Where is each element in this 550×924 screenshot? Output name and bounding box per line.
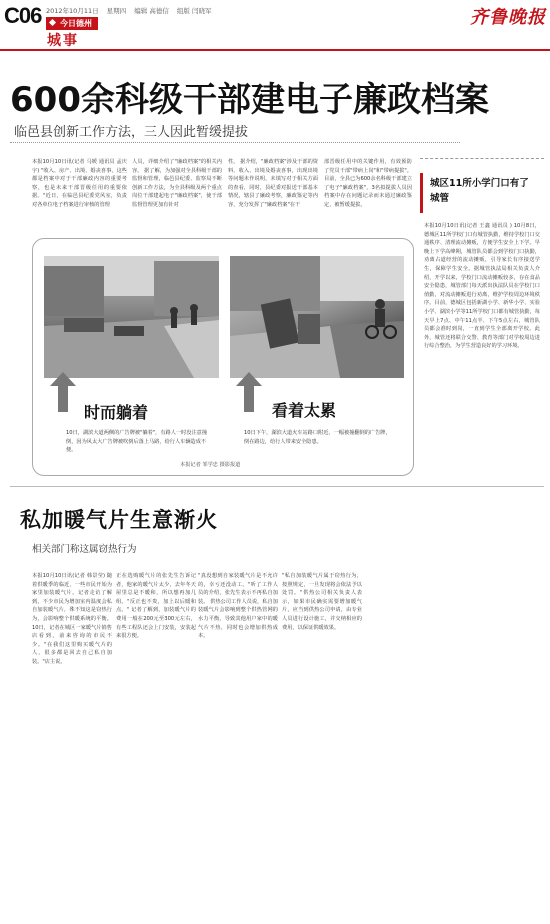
story1-column-1: 本报10月10日讯(记者 马媛 通讯员 孟庆宇) "收入、房产、出境、婚丧喜事，这些都是档案中对于干部廉政内容的重要考察，也是未来干部晋级任用的重要依据。"近日，在临邑县纪委党风室，负责对各单位电子档案进行审核的管理 (32, 159, 127, 208)
story2-column-1: 本报10月10日讯(记者 韩景莹) 随着供暖季的临近，一些市民开始为家里加装暖气片。记者走访了解到，不少市民为增加室内温度会私自加装暖气片，殊不知这是窃热行为，会影响整个供暖系统的平衡。 10日，记者在城区一家暖气片销售店看到，前来咨询的市民不少。"在我们这里购买暖气片的人，很多都是回去自己私自加装。"店主说。 (32, 573, 112, 665)
divider (10, 142, 460, 143)
sidebar-accent (420, 173, 423, 213)
street-scene-2-image (230, 256, 404, 378)
section-name: 城事 (47, 33, 79, 49)
section-tab: 今日德州 (46, 17, 98, 30)
header-meta (46, 6, 217, 15)
page-number: C06 (4, 3, 42, 28)
sidebar-body: 本报10月10日讯(记者 王鑫 通讯员 ) 10月8日，德城区11所学校门口有城管执勤，维持学校门口交通秩序、清理流动摊贩，方便学生安全上下学。早晚上下学高峰期，城管队员都会到学校门口执勤，劝离占道经营的流动摊贩，引导家长有序接送学生，保障学生安全。据城管执法局相关负责人介绍，开学以来，学校门口流动摊贩较多，存在食品安全隐患，城管部门每天派出执法队员在学校门口值勤，对流动摊贩进行劝离，维护学校周边环境秩序。目前，德城区包括新湖小学、新华小学、实验小学、湖滨小学等11所学校门口都有城管执勤，每天早上7点、中午11点半、下午5点左右，城管队员都会准时到岗，一直到学生全部离开学校。此外，城管还将联合交警、教育等部门对学校周边进行综合整治，为学生营造良好的学习环境。 (424, 223, 540, 350)
designer-credit: 组版 闫晓军 (176, 7, 212, 15)
story2-headline: 私加暖气片生意渐火 (20, 508, 218, 532)
newspaper-masthead: 齐鲁晚报 (470, 7, 546, 28)
street-photo-2 (230, 256, 404, 378)
story2-subhead: 相关部门称这属窃热行为 (32, 544, 137, 555)
street-scene-1-image (44, 256, 219, 378)
sidebar-divider (420, 158, 544, 159)
story2-column-2: 正在选购暖气片的张先生告诉记者，他家的暖气片太少，去年冬天屋里总是不暖和，所以想再加几组。"反正也不贵，加上以后暖和点。" 记者了解到，加装暖气片的费用一般在200元至300元左右，有些工程队还会上门安装，安装起来很方便。 (116, 573, 196, 640)
caption-arrow-icon (236, 372, 262, 412)
issue-date: 2012年10月11日 (46, 7, 99, 15)
section-divider (10, 486, 544, 487)
header-rule (0, 49, 550, 51)
story2-column-3: "真没想到自家装暖气片是不允许的，幸亏还没动工。"听了工作人员的介绍，张先生表示不再私自加装。 供热公司工作人员说，私自加装暖气片会影响到整个供热管网的水力平衡，导致其他用户家中的暖气片不热，同时也会增加供热成本。 (198, 573, 278, 640)
sidebar-headline: 城区11所小学门口有了城管 (430, 178, 529, 204)
story2-column-4: "私自加装暖气片属于窃热行为，按照规定，一旦发现将会依法予以处罚。"供热公司相关负责人表示，如果市民确实需要增加暖气片，应当到供热公司申请，由专业人员进行设计施工，并交纳相应的费用，以保证供暖效果。 (282, 573, 362, 631)
street-photo-1 (44, 256, 219, 378)
issue-weekday: 星期四 (106, 7, 127, 15)
story1-headline: 600余科级干部建电子廉政档案 (10, 80, 489, 120)
story1-subhead: 临邑县创新工作方法，三人因此暂缓提拔 (14, 125, 249, 140)
photo1-caption-title: 时而躺着 (84, 403, 149, 422)
story1-column-3: 性。 据介绍，"廉政档案"涉及干部的资料、收入、出境及婚丧喜事，出现出境等问题未作说明，未填写对于相关方面的查看，同时，县纪委对报送干部基本情况，辖县了廉政考察，廉政鉴定等内容，充分发挥了"廉政档案"在干 (228, 159, 318, 208)
story1-column-2: 人员，详细介绍了"廉政档案"的相关内容。 据了解，为加强对全县科级干部的监督和管理，临邑县纪委、监察局不断创新工作方法，为全县科级及两个重点岗位干部建起电子"廉政档案"，使干部监督管理更加有针对 (132, 159, 222, 208)
editor-credit: 编辑 高德信 (134, 7, 169, 15)
story1-column-4: 部晋级任用中的关键作用，有效预防了党员干部"带病上岗"和"带病提拔"。 目前，全县已为600余名科级干部建立了电子"廉政档案"，3名拟提拔人员因档案中存在问题记录而未通过廉政鉴定，被暂缓提拔。 (324, 159, 412, 208)
photo2-caption: 10日下午，湖滨大道火车站路口附近，一幅被撞翻倒的广告牌，倒在路边，给行人带来安全隐患。 (244, 430, 391, 445)
caption-arrow-icon (50, 372, 76, 412)
photo2-caption-title: 看着太累 (272, 401, 337, 420)
photo1-caption: 10日，湖滨大道两侧的广告牌被"躺着"，有路人一时没注意撞倒，因为风太大广告牌被吹倒后落上马路，给行人车辆造成不便。 (66, 430, 208, 454)
photo-credit: 本报记者 邹学忠 摄影报道 (180, 462, 241, 468)
